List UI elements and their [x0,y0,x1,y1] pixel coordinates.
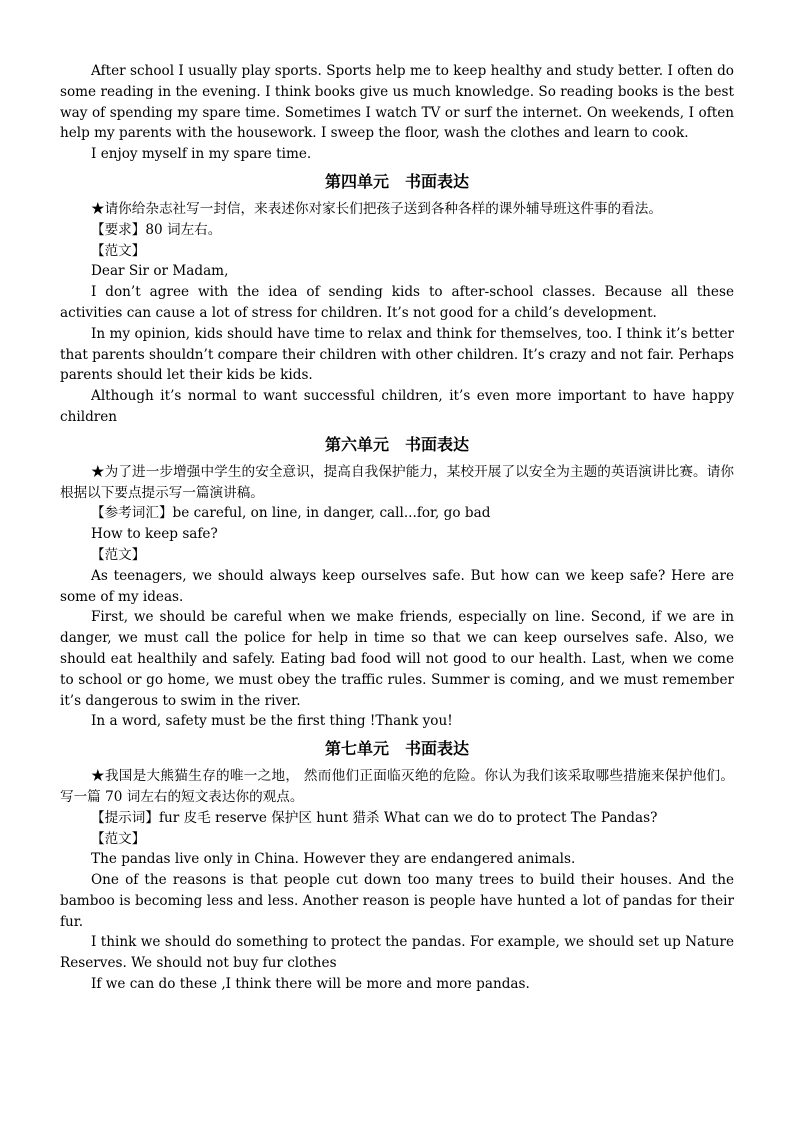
paragraph: I enjoy myself in my spare time. [91,146,312,163]
paragraph: One of the reasons is that people cut down too many trees to build their houses. And the bamboo is becoming less and less. Another reason is people have hunted a lot of pandas for their fur. [60,872,734,930]
unit-6-heading: 第六单元 书面表达 [324,434,469,454]
paragraph: After school I usually play sports. Sports help me to keep healthy and study better. I often do some reading in the evening. I think books give us much knowledge. So reading books is the best way of spending my spare time. Sometimes I watch TV or surf the internet. On weekends, I often help my parents with the housework. I sweep the floor, wash the clothes and learn to cook. [60,63,734,142]
letter-salutation: Dear Sir or Madam, [91,263,229,280]
section-unit-7 [60,738,734,995]
model-essay-label: 【范文】 [91,546,146,563]
section-unit-6 [60,434,734,732]
writing-prompt: ★请你给杂志社写一封信，来表述你对家长们把孩子送到各种各样的课外辅导班这件事的看法。 [91,200,662,217]
unit-4-heading: 第四单元 书面表达 [324,171,469,191]
model-essay-label: 【范文】 [91,242,146,259]
paragraph: As teenagers, we should always keep ourselves safe. But how can we keep safe? Here are some of my ideas. [60,567,734,605]
section-unit-4 [60,171,734,428]
paragraph: I don’t agree with the idea of sending kids to after-school classes. Because all these activities can cause a lot of stress for children. It’s not good for a child’s development. [60,284,734,321]
writing-prompt: ★为了进一步增强中学生的安全意识，提高自我保护能力，某校开展了以安全为主题的英语演讲比赛。请你根据以下要点提示写一篇演讲稿。 [60,463,734,501]
model-essay-label: 【范文】 [91,830,146,847]
hint-words: 【提示词】fur 皮毛 reserve 保护区 hunt 猎杀 What can we do to protect The Pandas? [91,809,658,826]
reference-vocabulary: 【参考词汇】be careful, on line, in danger, call...for, go bad [91,505,491,522]
paragraph: The pandas live only in China. However they are endangered animals. [91,851,576,868]
paragraph: Although it’s normal to want successful children, it’s even more important to have happy children [60,388,734,425]
paragraph: In my opinion, kids should have time to relax and think for themselves, too. I think it’s better that parents shouldn’t compare their children with other children. It’s crazy and not fair. Perhaps parents should let their kids be kids. [60,325,734,384]
paragraph: If we can do these ,I think there will be more and more pandas. [91,976,530,993]
requirement-label: 【要求】80 词左右。 [91,221,222,238]
paragraph: In a word, safety must be the first thing !Thank you! [91,713,453,730]
paragraph: First, we should be careful when we make friends, especially on line. Second, if we are in danger, we must call the police for help in time so that we can keep ourselves safe. Also, we should eat healthily and safely. Eating bad food will not good to our health. Last, when we come to school or go home, we must obey the traffic rules. Summer is coming, and we must remember it’s dangerous to swim in the river. [60,609,734,709]
paragraph: I think we should do something to protect the pandas. For example, we should set up Nature Reserves. We should not buy fur clothes [60,934,734,972]
writing-prompt: ★我国是大熊猫生存的唯一之地， 然而他们正面临灭绝的危险。你认为我们该采取哪些措施来保护他们。写一篇 70 词左右的短文表达你的观点。 [60,768,734,805]
unit-7-heading: 第七单元 书面表达 [324,739,469,759]
section-spare-time [60,61,734,165]
essay-topic: How to keep safe? [91,526,218,543]
